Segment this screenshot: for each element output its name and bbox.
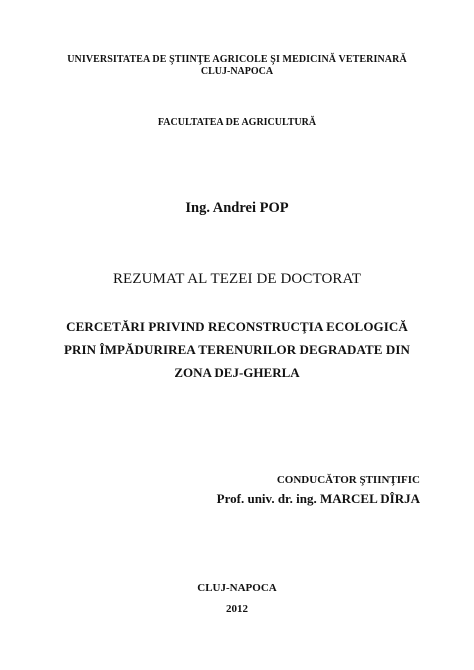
thesis-title-line-1: CERCETĂRI PRIVIND RECONSTRUCŢIA ECOLOGICĂ [66,319,408,334]
document-type-heading: REZUMAT AL TEZEI DE DOCTORAT [112,271,362,287]
footer-city: CLUJ-NAPOCA [197,582,277,594]
university-name-line-2: CLUJ-NAPOCA [200,66,274,77]
university-name-line-1: UNIVERSITATEA DE ŞTIINŢE AGRICOLE ŞI MEDICINĂ VETERINARĂ [67,54,407,65]
author-name: Ing. Andrei POP [185,200,289,216]
faculty-name: FACULTATEA DE AGRICULTURĂ [157,117,317,128]
footer-year: 2012 [226,603,248,615]
thesis-title-line-3: ZONA DEJ-GHERLA [174,365,300,380]
supervisor-name: Prof. univ. dr. ing. MARCEL DÎRJA [216,491,420,506]
supervisor-label: CONDUCĂTOR ŞTIINŢIFIC [276,474,420,486]
thesis-title-line-2: PRIN ÎMPĂDURIREA TERENURILOR DEGRADATE DIN [63,342,411,357]
